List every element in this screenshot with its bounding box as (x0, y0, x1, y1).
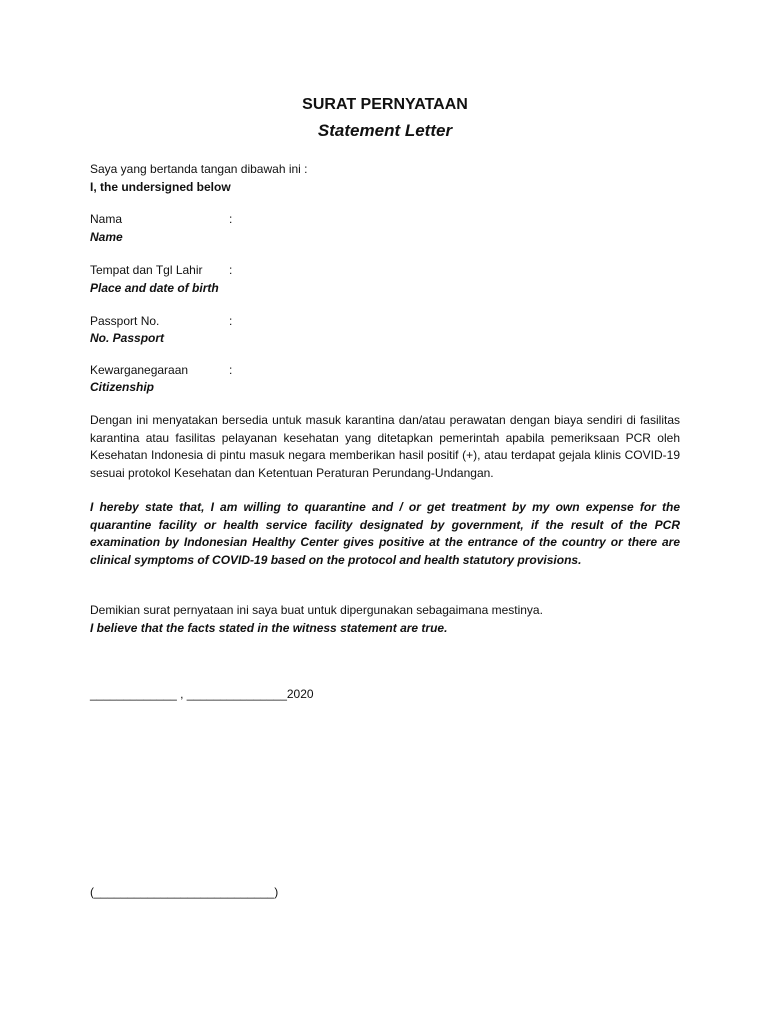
field-birth-label-en: Place and date of birth (90, 281, 219, 295)
field-name-label-id: Nama (90, 212, 123, 226)
statement-paragraph-en: I hereby state that, I am willing to quarantine and / or get treatment by my own expense for the quarantine facility or health service facility designated by government, if the result of the PCR examination by Indonesian Healthy Center gives positive at the entrance of the country or there are clinical symptoms of COVID-19 based on the protocol and health statutory provisions. (90, 500, 680, 567)
field-birth-label-id: Tempat dan Tgl Lahir (90, 263, 203, 277)
intro-text-en: I, the undersigned below (90, 180, 231, 194)
field-passport-label-en: No. Passport (90, 331, 165, 345)
field-passport-label-id: Passport No. (90, 314, 160, 328)
statement-paragraph-id: Dengan ini menyatakan bersedia untuk masuk karantina dan/atau perawatan dengan biaya sendiri di fasilitas karantina atau fasilitas pelayanan kesehatan yang ditetapkan pemerintah apabila pemeriksaan PCR oleh Kesehatan Indonesia di pintu masuk negara memberikan hasil positif (+), atau terdapat gejala klinis COVID-19 sesuai protokol Kesehatan dan Ketentuan Peraturan Perundang-Undangan. (90, 413, 680, 480)
field-name-label-en: Name (90, 230, 123, 244)
document-title: SURAT PERNYATAAN (302, 96, 468, 113)
document-subtitle: Statement Letter (317, 121, 453, 140)
closing-text-id: Demikian surat pernyataan ini saya buat untuk dipergunakan sebagaimana mestinya. (90, 603, 543, 617)
closing-text-en: I believe that the facts stated in the witness statement are true. (90, 621, 448, 635)
field-citizenship-colon: : (229, 363, 233, 377)
signature-line: (___________________________) (90, 885, 279, 899)
field-birth-colon: : (229, 263, 233, 277)
date-line: _____________ , _______________2020 (90, 687, 314, 701)
field-citizenship-label-en: Citizenship (90, 380, 155, 394)
field-citizenship-label-id: Kewarganegaraan (90, 363, 189, 377)
field-name-colon: : (229, 212, 233, 226)
intro-text-id: Saya yang bertanda tangan dibawah ini : (90, 162, 308, 176)
field-passport-colon: : (229, 314, 233, 328)
